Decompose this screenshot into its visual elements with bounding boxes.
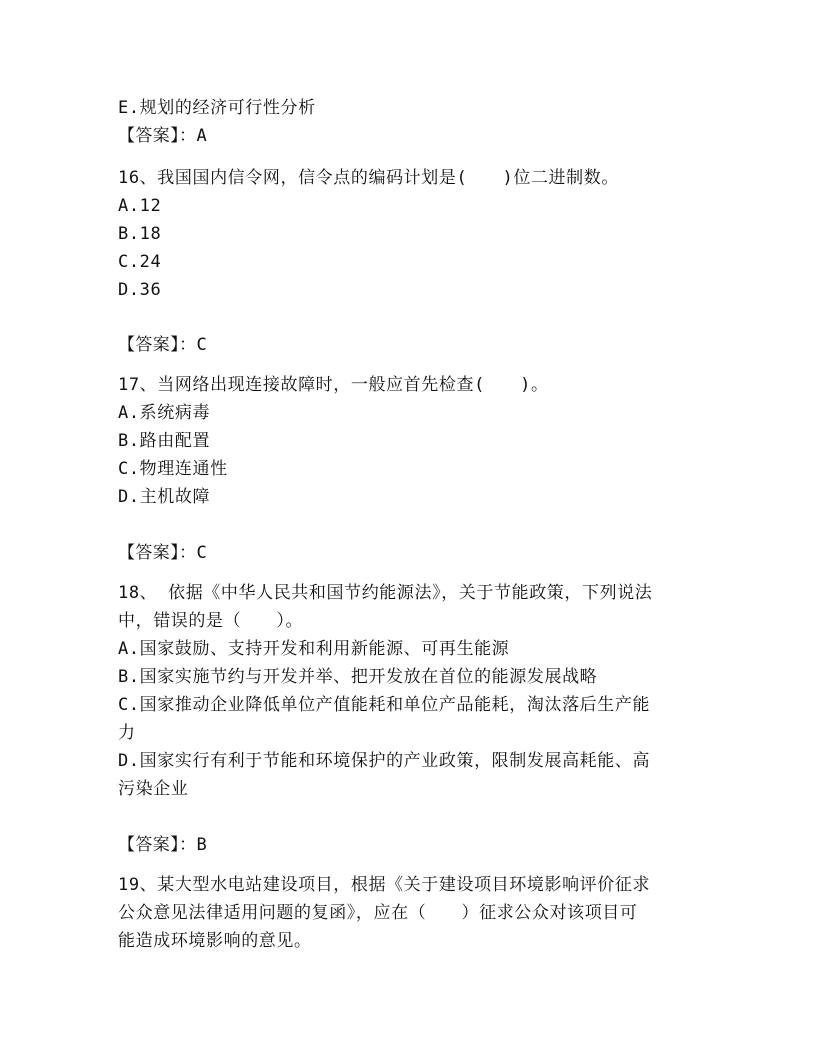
question-18-option-b: B.国家实施节约与开发并举、把开发放在首位的能源发展战略 xyxy=(118,667,598,687)
question-17-option-c: C.物理连通性 xyxy=(118,459,228,479)
question-16-option-d: D.36 xyxy=(118,280,162,300)
question-17-stem: 17、当网络出现连接故障时，一般应首先检查( )。 xyxy=(118,375,549,395)
question-17-option-a: A.系统病毒 xyxy=(118,403,211,423)
question-19-stem-line-1: 19、某大型水电站建设项目，根据《关于建设项目环境影响评价征求 xyxy=(118,875,651,895)
question-17-answer: 【答案】：C xyxy=(118,543,208,563)
question-16-option-a: A.12 xyxy=(118,196,162,216)
question-18-option-a: A.国家鼓励、支持开发和利用新能源、可再生能源 xyxy=(118,639,510,659)
question-16-option-b: B.18 xyxy=(118,224,162,244)
question-18-stem-line-2: 中，错误的是（ ）。 xyxy=(118,611,304,631)
question-16-option-c: C.24 xyxy=(118,252,162,272)
question-16-stem: 16、我国国内信令网，信令点的编码计划是( )位二进制数。 xyxy=(118,168,619,188)
question-19-stem-line-2: 公众意见法律适用问题的复函》，应在（ ）征求公众对该项目可 xyxy=(118,903,638,923)
question-18-option-c-line-2: 力 xyxy=(118,723,136,743)
question-17-option-d: D.主机故障 xyxy=(118,487,211,507)
question-17-option-b: B.路由配置 xyxy=(118,431,211,451)
question-18-option-c-line-1: C.国家推动企业降低单位产值能耗和单位产品能耗，淘汰落后生产能 xyxy=(118,695,651,715)
question-18-answer: 【答案】：B xyxy=(118,835,208,855)
question-19-stem-line-3: 能造成环境影响的意见。 xyxy=(118,931,312,951)
question-18-stem-line-1: 18、 依据《中华人民共和国节约能源法》，关于节能政策，下列说法 xyxy=(118,583,653,603)
question-16-answer: 【答案】：C xyxy=(118,335,208,355)
answer-15: 【答案】：A xyxy=(118,126,208,146)
option-e: E.规划的经济可行性分析 xyxy=(118,98,316,118)
question-18-option-d-line-2: 污染企业 xyxy=(118,779,189,799)
question-18-option-d-line-1: D.国家实行有利于节能和环境保护的产业政策，限制发展高耗能、高 xyxy=(118,751,651,771)
